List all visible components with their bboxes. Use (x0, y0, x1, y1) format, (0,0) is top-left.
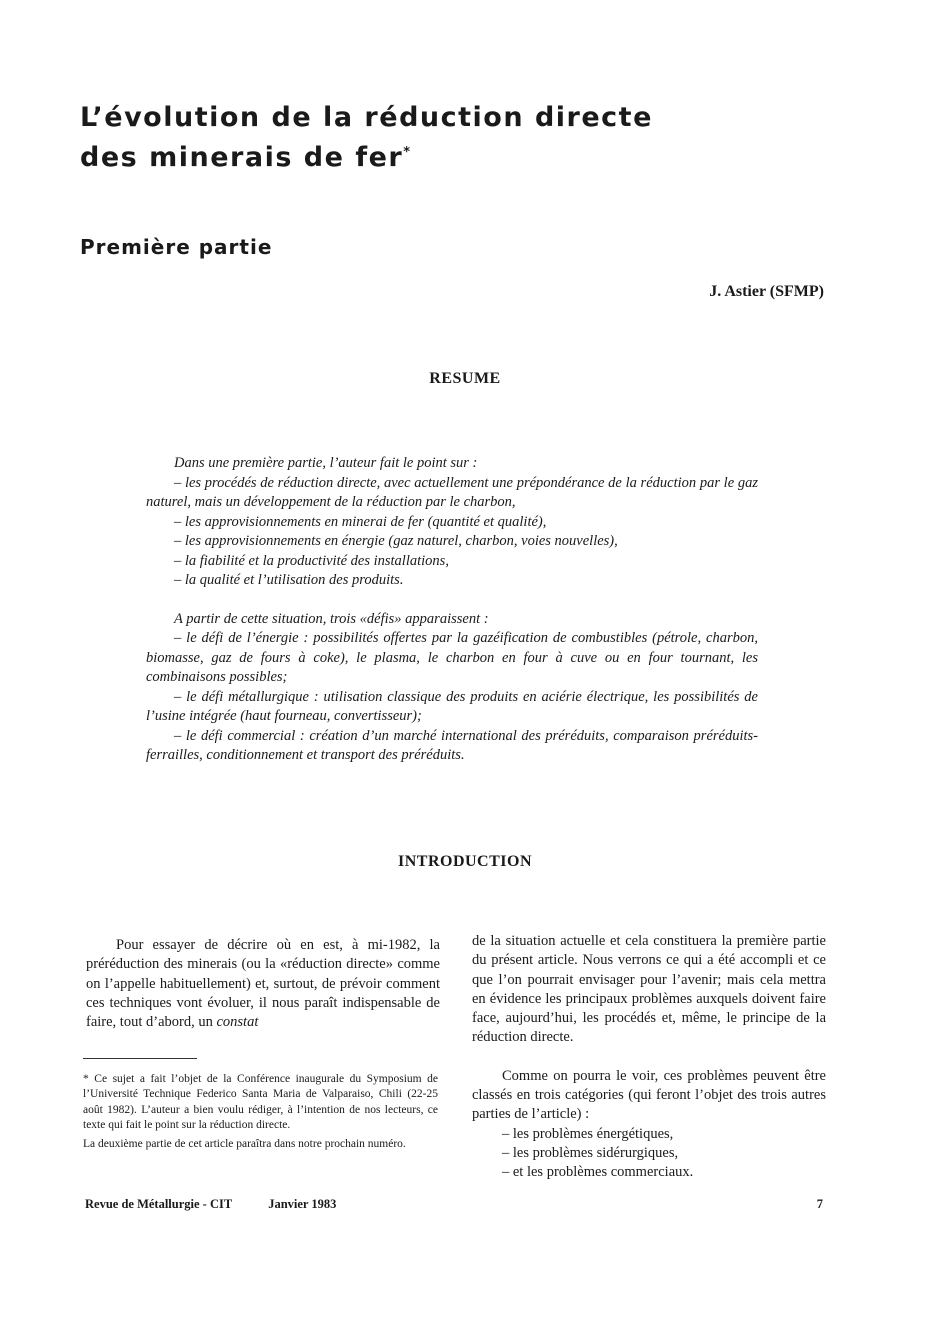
resume-item: – la qualité et l’utilisation des produits. (174, 572, 404, 588)
resume-item: – la fiabilité et la productivité des installations, (174, 552, 449, 569)
intro-list-item: – les problèmes énergétiques, (502, 1125, 674, 1142)
title-line-1: L’évolution de la réduction directe (80, 102, 653, 133)
footnote (83, 1072, 438, 1152)
intro-left-italic: constat (216, 1014, 259, 1031)
article-subtitle: Première partie (80, 235, 273, 259)
left-column (86, 936, 440, 1032)
resume-intro: Dans une première partie, l’auteur fait le point sur : (174, 455, 478, 471)
introduction-heading: INTRODUCTION (397, 853, 532, 870)
intro-list-item: – les problèmes sidérurgiques, (502, 1144, 679, 1161)
intro-paragraph-right-1: de la situation actuelle et cela constituera la première partie du présent article. Nous verrons ce qui a été accompli et ce que l’on pourrait envisager pour l’avenir; mais cela mettra en évidence les principaux problèmes auxquels doivent faire face, aujourd’hui, les procédés et, même, le principe de la réduction directe. (472, 933, 826, 1046)
issue-date: Janvier 1983 (268, 1197, 337, 1211)
title-line-2-text: des minerais de fer (80, 142, 404, 173)
resume-challenge: – le défi métallurgique : utilisation classique des produits en aciérie électrique, les possibilités de l’usine intégrée (haut fourneau, convertisseur); (146, 688, 758, 724)
page-footer (85, 1197, 372, 1212)
resume-challenge: – le défi commercial : création d’un marché international des préréduits, comparaison préréduits-ferrailles, conditionnement et transport des préréduits. (146, 727, 758, 763)
intro-list-item: – et les problèmes commerciaux. (502, 1164, 694, 1181)
footnote-text-2: La deuxième partie de cet article paraîtra dans notre prochain numéro. (83, 1138, 406, 1151)
title-line-2 (80, 135, 780, 175)
intro-paragraph-right-2: Comme on pourra le voir, ces problèmes peuvent être classés en trois catégories (qui feront l’objet des trois autres parties de l’article) : (472, 1067, 826, 1123)
resume-item: – les approvisionnements en énergie (gaz naturel, charbon, voies nouvelles), (174, 533, 618, 549)
article-author: J. Astier (SFMP) (709, 283, 824, 300)
resume-item: – les approvisionnements en minerai de fer (quantité et qualité), (174, 513, 547, 530)
footnote-text-1: * Ce sujet a fait l’objet de la Conférence inaugurale du Symposium de l’Université Technique Federico Santa Maria de Valparaiso, Chili (22-25 août 1982). L’auteur a bien voulu rédiger, à l’intention de nos lecteurs, ce texte qui fait le point sur la réduction directe. (83, 1073, 438, 1131)
footnote-divider (83, 1058, 197, 1059)
resume-heading: RESUME (429, 370, 501, 387)
resume-challenge: – le défi de l’énergie : possibilités offertes par la gazéification de combustibles (pétrole, charbon, biomasse, gaz de fours à coke), le plasma, le charbon en four à cuve ou en four tournant, les combinaisons possibles; (146, 630, 758, 685)
intro-left-text: Pour essayer de décrire où en est, à mi-1982, la préréduction des minerais (ou la «réduction directe» comme on l’appelle habituellement) et, surtout, de prévoir comment ces techniques vont évoluer, il nous paraît indispensable de faire, tout d’abord, un (86, 937, 440, 1031)
page-number: 7 (816, 1197, 823, 1211)
resume-challenges-intro: A partir de cette situation, trois «défis» apparaissent : (174, 610, 489, 627)
article-title (80, 100, 780, 175)
journal-name: Revue de Métallurgie - CIT (85, 1197, 233, 1211)
intro-paragraph-left (86, 936, 440, 1032)
resume-abstract (146, 454, 758, 766)
resume-item: – les procédés de réduction directe, avec actuellement une prépondérance de la réduction par le gaz naturel, mais un développement de la réduction par le charbon, (146, 474, 758, 510)
right-column (472, 932, 826, 1183)
title-footnote-mark: * (403, 145, 412, 160)
